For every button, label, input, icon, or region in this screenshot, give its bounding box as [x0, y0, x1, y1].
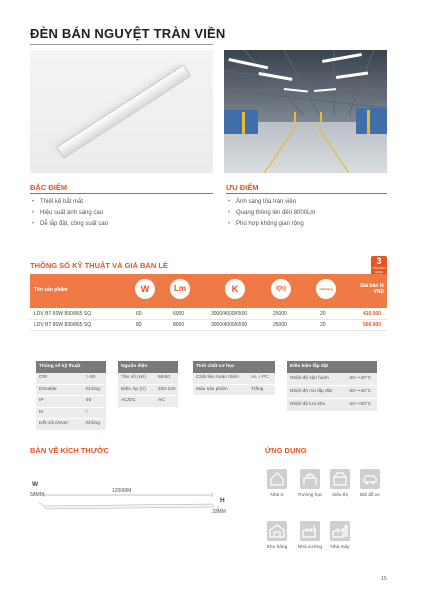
table-row	[36, 419, 106, 431]
applications-heading: ỨNG DỤNG	[265, 446, 307, 455]
technical-table	[36, 361, 106, 431]
row-value: -20~+40°C	[348, 376, 372, 381]
row-value: 50/60	[158, 375, 171, 380]
spec-table-header	[30, 274, 387, 308]
advantages-list	[228, 197, 315, 230]
lumen-value: 6000	[173, 311, 185, 317]
col-product-name: Tên sản phẩm	[34, 287, 68, 293]
length-value: 1200MM	[112, 488, 132, 494]
row-label: Nhiệt độ vận hành	[290, 376, 329, 381]
lumen-icon: Lm	[170, 279, 190, 299]
lumen-value: 8000	[173, 322, 185, 328]
watt-value: 80	[136, 322, 142, 328]
row-value: AC	[158, 398, 165, 403]
table-row	[287, 399, 377, 412]
row-value: Không	[86, 386, 100, 392]
row-value: /	[86, 409, 88, 415]
app-label: Nhà ở	[270, 493, 284, 498]
watt-icon: W	[135, 279, 155, 299]
school-icon	[300, 469, 320, 489]
row-value: Trắng	[251, 386, 264, 392]
row-label: Dimable	[39, 386, 57, 392]
list-item: • Thiết kế bắt mắt	[32, 197, 108, 208]
table-row	[36, 373, 106, 385]
table-row	[193, 385, 275, 397]
app-label: Nhà xưởng	[297, 545, 323, 550]
power-table	[118, 361, 178, 408]
row-label: Nhiệt độ lưu kho	[290, 402, 326, 407]
col-price: Giá bán lẻ VNĐ	[360, 283, 384, 295]
row-value: -20~+50°C	[348, 402, 372, 407]
title-divider	[30, 44, 213, 45]
warehouse-photo	[224, 50, 387, 173]
row-value: > 80	[86, 375, 96, 380]
row-value: 40	[86, 398, 92, 403]
table-row	[30, 319, 387, 331]
product-name: LDV BT 80W 830/865 SQ	[34, 322, 92, 328]
features-heading: ĐẶC ĐIỂM	[30, 183, 68, 192]
page-number: 15	[380, 576, 387, 582]
advantages-rule	[226, 193, 387, 194]
install-table	[287, 361, 377, 412]
app-label: Bãi đỗ xe	[359, 493, 380, 498]
lifetime-value: 25000	[273, 322, 287, 328]
product-name: LDV BT 60W 830/865 SQ	[34, 311, 92, 317]
kelvin-value: 3000/4000/6500	[211, 311, 248, 317]
list-item: • Ánh sáng tỏa tràn viền	[228, 197, 315, 208]
table-row	[118, 396, 178, 408]
list-item: • Hiệu suất ánh sáng cao	[32, 208, 108, 219]
app-label: Kho hàng	[266, 545, 288, 550]
kelvin-icon: K	[225, 279, 245, 299]
lifetime-icon: t(h)	[271, 279, 291, 299]
row-value: Không	[86, 421, 100, 426]
features-list	[32, 197, 108, 230]
watt-value: 60	[136, 311, 142, 317]
row-label: IK	[39, 409, 44, 415]
supermarket-icon	[330, 469, 350, 489]
row-value: -20~+40°C	[348, 389, 372, 394]
features-rule	[30, 193, 213, 194]
product-photo	[30, 50, 213, 173]
app-label: Siêu thị	[332, 493, 348, 498]
table-row	[36, 408, 106, 420]
kelvin-value: 3000/4000/6500	[211, 322, 248, 328]
row-label: CRI	[39, 375, 48, 380]
table-row	[118, 385, 178, 397]
row-value: AL + PC	[251, 375, 269, 380]
price-value: 560.000	[363, 322, 382, 328]
plant-icon	[330, 521, 350, 541]
house-icon	[267, 469, 287, 489]
table-row	[118, 373, 178, 385]
list-item: • Phù hợp không gian rộng	[228, 219, 315, 230]
row-value: 220-240	[158, 386, 176, 392]
app-label: Trường học	[297, 493, 323, 498]
row-label: Kết nối Driver	[39, 421, 69, 426]
parking-icon	[360, 469, 380, 489]
lifetime-value: 25000	[273, 311, 287, 317]
app-label: Nhà máy	[330, 545, 350, 550]
table-title: Nguồn điện	[118, 361, 178, 373]
table-row	[287, 386, 377, 399]
table-title: Tính chất cơ học	[193, 361, 275, 373]
table-row	[36, 385, 106, 397]
dimension-drawing	[30, 478, 240, 518]
warranty-badge	[371, 256, 387, 276]
table-title: Thông số kỹ thuật	[36, 361, 106, 373]
price-value: 410.000	[363, 311, 382, 317]
switching-value: 20	[320, 311, 326, 317]
warranty-text: NĂM BẢO HÀNH	[372, 266, 386, 274]
height-label: H	[220, 497, 225, 504]
specs-heading: THÔNG SỐ KỸ THUẬT VÀ GIÁ BÁN LẺ	[30, 261, 168, 270]
switching-value: 20	[320, 322, 326, 328]
row-label: IP	[39, 398, 44, 403]
height-value: 32MM	[212, 509, 226, 515]
width-value: 58MM	[30, 492, 44, 498]
row-label: Màu sản phẩm	[196, 386, 228, 392]
list-item: • Dễ lắp đặt, công suất cao	[32, 219, 108, 230]
dimensions-heading: BẢN VẼ KÍCH THƯỚC	[30, 446, 109, 455]
row-label: Chất liệu hoàn thiện	[196, 375, 239, 380]
table-row	[287, 373, 377, 386]
advantages-heading: ƯU ĐIỂM	[226, 183, 259, 192]
page-title: ĐÈN BÁN NGUYỆT TRÀN VIỀN	[30, 26, 226, 41]
mechanical-table	[193, 361, 275, 396]
table-row	[36, 396, 106, 408]
switching-icon: switching	[316, 279, 336, 299]
row-label: Điện Áp (V)	[121, 386, 146, 392]
warehouse-icon	[267, 521, 287, 541]
table-row	[193, 373, 275, 385]
warranty-number: 3	[376, 256, 382, 266]
width-label: W	[32, 481, 39, 488]
table-title: Điều kiện lắp đặt	[287, 361, 377, 373]
row-label: Tần số (Hz)	[121, 375, 147, 380]
list-item: • Quang thông lên đến 8000Lm	[228, 208, 315, 219]
row-label: AC/DC	[121, 398, 136, 403]
factory-icon	[300, 521, 320, 541]
row-label: Nhiệt độ nơi lắp đặt	[290, 389, 332, 394]
